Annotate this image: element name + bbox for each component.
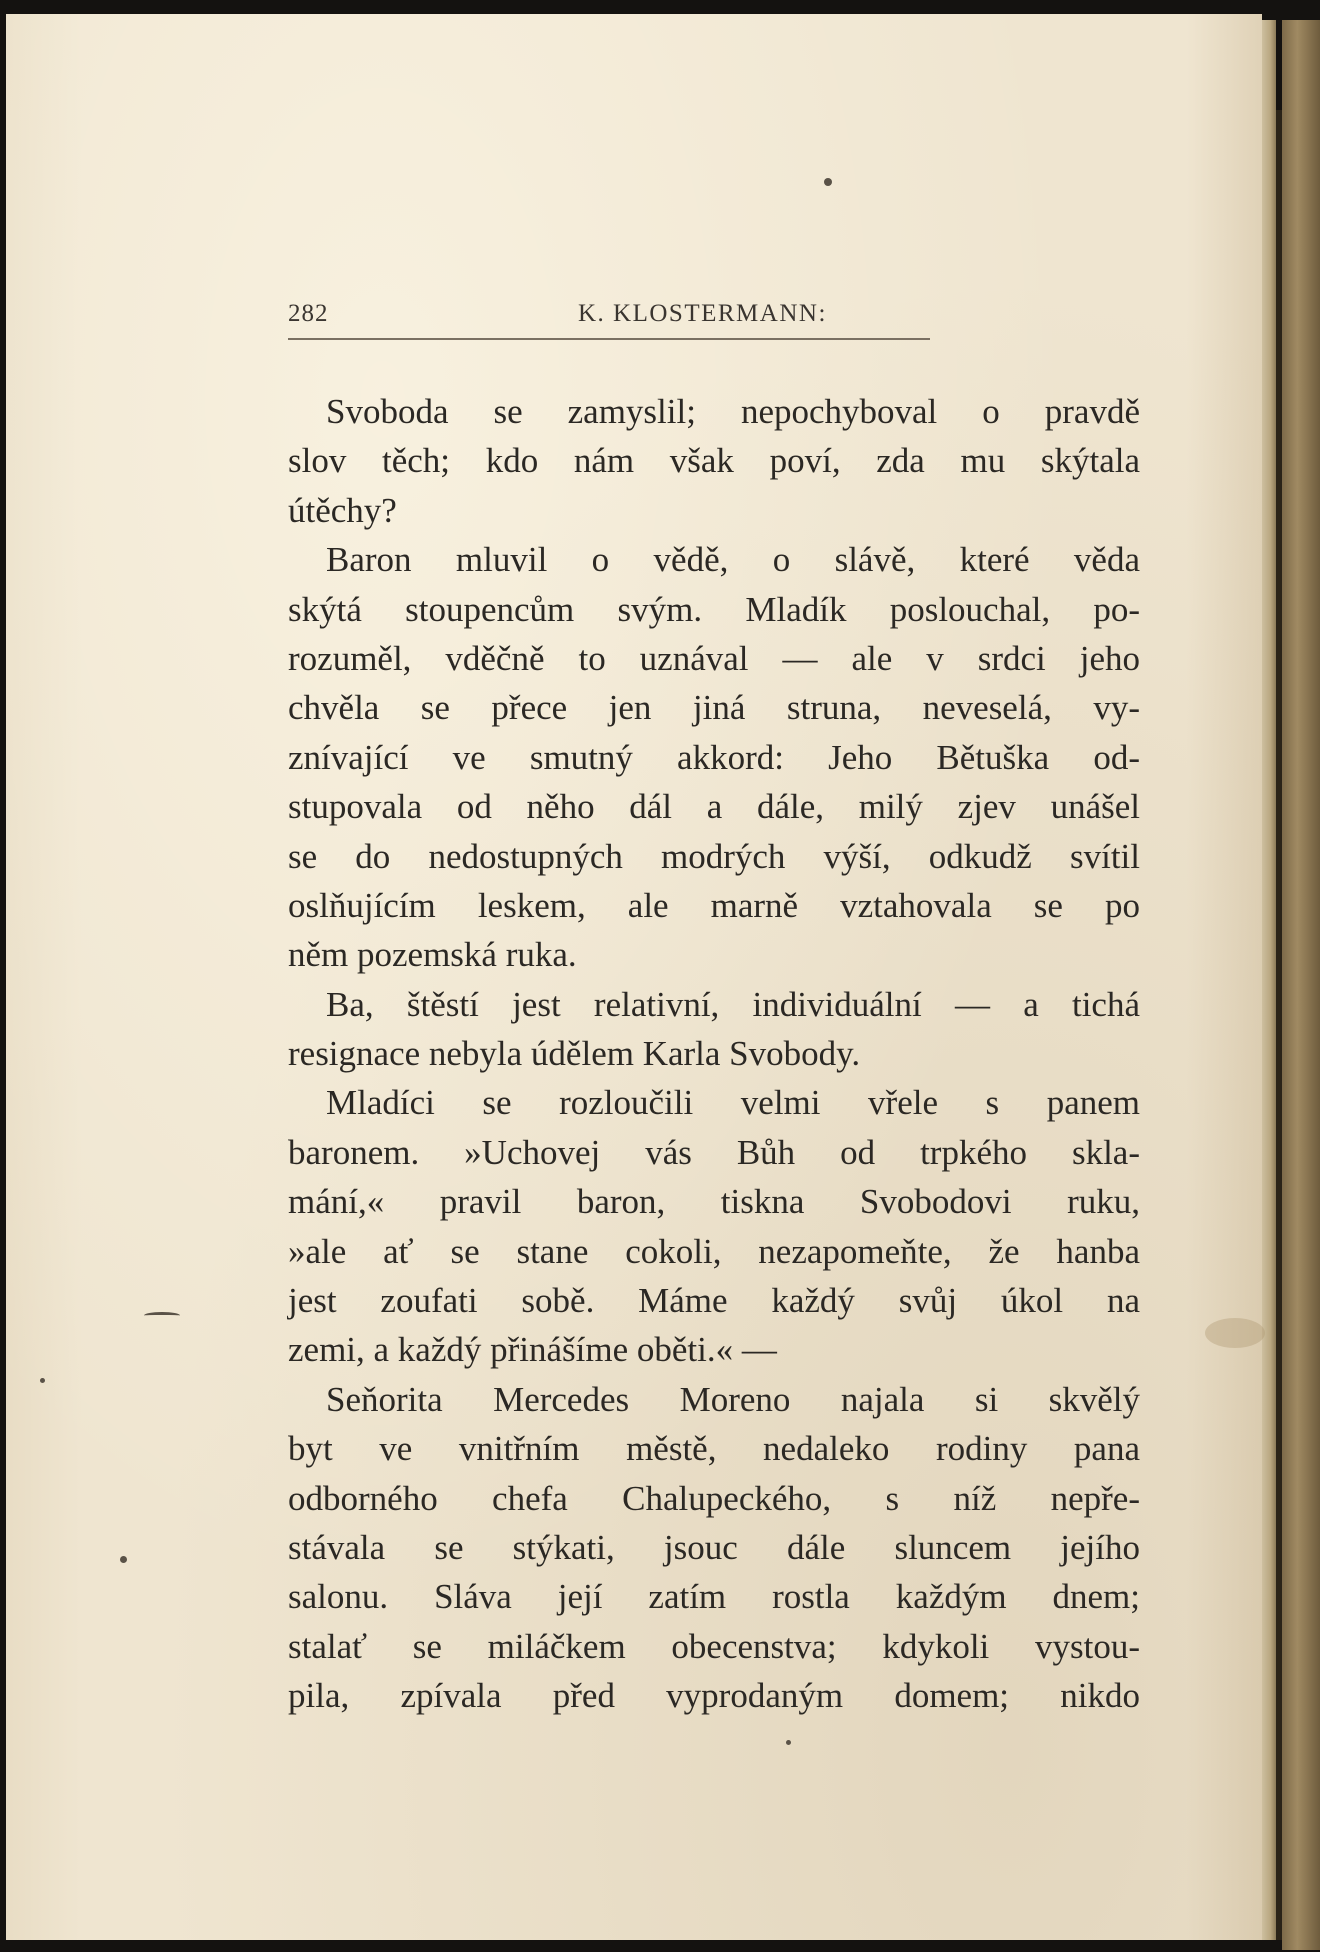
text-line: rozuměl, vděčně to uznával — ale v srdci jeho	[288, 638, 1140, 678]
paragraph	[288, 1078, 1140, 1374]
pencil-mark	[144, 1312, 180, 1319]
text-line: skýtá stoupencům svým. Mladík poslouchal, po-	[288, 589, 1140, 629]
text-line: byt ve vnitřním městě, nedaleko rodiny pana	[288, 1429, 1140, 1469]
header-rule	[288, 338, 930, 340]
text-line: slov těch; kdo nám však poví, zda mu skýtala	[288, 441, 1140, 481]
page-header	[288, 300, 928, 340]
text-line: oslňujícím leskem, ale marně vztahovala se po	[288, 885, 1140, 925]
text-line: stávala se stýkati, jsouc dále sluncem jejího	[288, 1527, 1140, 1567]
text-line: něm pozemská ruka.	[288, 935, 577, 975]
text-line: Mladíci se rozloučili velmi vřele s panem	[326, 1083, 1140, 1123]
text-line: chvěla se přece jen jiná struna, neveselá, vy-	[288, 688, 1140, 728]
running-head: K. KLOSTERMANN:	[578, 300, 827, 327]
text-line: stalať se miláčkem obecenstva; kdykoli vystou-	[288, 1626, 1140, 1666]
text-line: Baron mluvil o vědě, o slávě, které věda	[326, 540, 1140, 580]
text-line: Ba, štěstí jest relativní, individuální — a tichá	[326, 984, 1140, 1024]
dust-speck	[40, 1378, 45, 1383]
paragraph	[288, 980, 1140, 1079]
text-line: salonu. Sláva její zatím rostla každým dnem;	[288, 1577, 1140, 1617]
text-line: mání,« pravil baron, tiskna Svobodovi ruku,	[288, 1182, 1140, 1222]
text-line: odborného chefa Chalupeckého, s níž nepře-	[288, 1478, 1140, 1518]
dust-speck	[786, 1740, 791, 1745]
text-line: baronem. »Uchovej vás Bůh od trpkého skla-	[288, 1132, 1140, 1172]
text-line: »ale ať se stane cokoli, nezapomeňte, že hanba	[288, 1231, 1140, 1271]
paragraph	[288, 535, 1140, 980]
text-line: pila, zpívala před vyprodaným domem; nikdo	[288, 1676, 1140, 1716]
text-line: jest zoufati sobě. Máme každý svůj úkol na	[288, 1281, 1140, 1321]
dust-speck	[824, 178, 832, 186]
paragraph	[288, 1375, 1140, 1721]
text-line: Svoboda se zamyslil; nepochyboval o pravdě	[326, 392, 1140, 431]
text-line: útěchy?	[288, 490, 397, 530]
dust-speck	[120, 1556, 127, 1563]
text-line: Seňorita Mercedes Moreno najala si skvělý	[326, 1379, 1140, 1419]
text-line: stupovala od něho dál a dále, milý zjev unášel	[288, 787, 1140, 827]
body-text	[288, 387, 1140, 1721]
adjacent-page-edge	[1282, 20, 1320, 1950]
page-number: 282	[288, 300, 329, 327]
text-line: znívající ve smutný akkord: Jeho Bětuška od-	[288, 737, 1140, 777]
text-line: resignace nebyla údělem Karla Svobody.	[288, 1034, 861, 1074]
stain	[1205, 1318, 1265, 1348]
text-line: se do nedostupných modrých výší, odkudž svítil	[288, 836, 1140, 876]
paragraph	[288, 387, 1140, 535]
page-edge	[1262, 20, 1276, 1940]
text-line: zemi, a každý přinášíme oběti.« —	[288, 1330, 777, 1370]
